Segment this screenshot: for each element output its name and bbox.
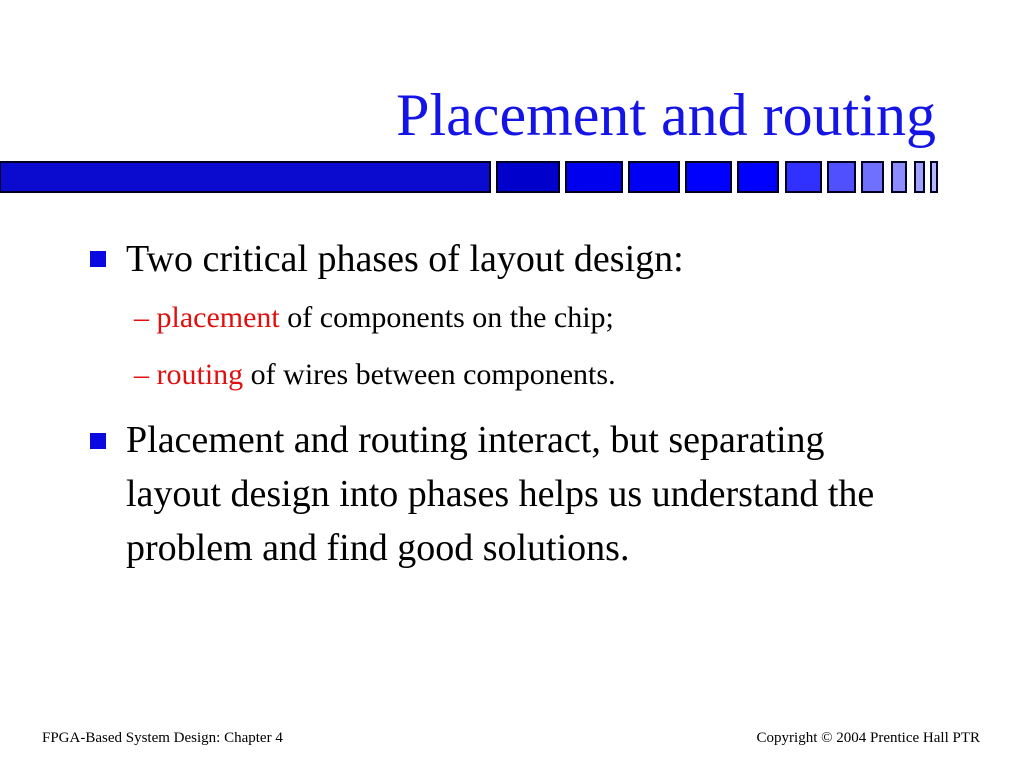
sub-bullet-placement (134, 298, 614, 338)
bullet-text-2: Placement and routing interact, but separating layout design into phases helps us understand the problem and find good solutions. (126, 419, 875, 569)
sub-bullet-text: of components on the chip; (279, 301, 614, 334)
bullet-text-1: Two critical phases of layout design: (126, 238, 684, 280)
footer-copyright: Copyright © 2004 Prentice Hall PTR (756, 730, 980, 746)
slide-title: Placement and routing (396, 82, 936, 148)
highlight-placement: placement (156, 301, 280, 334)
highlight-routing: routing (156, 358, 244, 391)
dash-icon: – (134, 301, 149, 334)
bullet-square-icon (90, 433, 106, 449)
sub-bullet-text: of wires between components. (243, 358, 616, 391)
footer-chapter: FPGA-Based System Design: Chapter 4 (42, 730, 283, 746)
dash-icon: – (134, 358, 149, 391)
sub-bullet-routing (134, 355, 616, 395)
bullet-square-icon (90, 251, 106, 267)
